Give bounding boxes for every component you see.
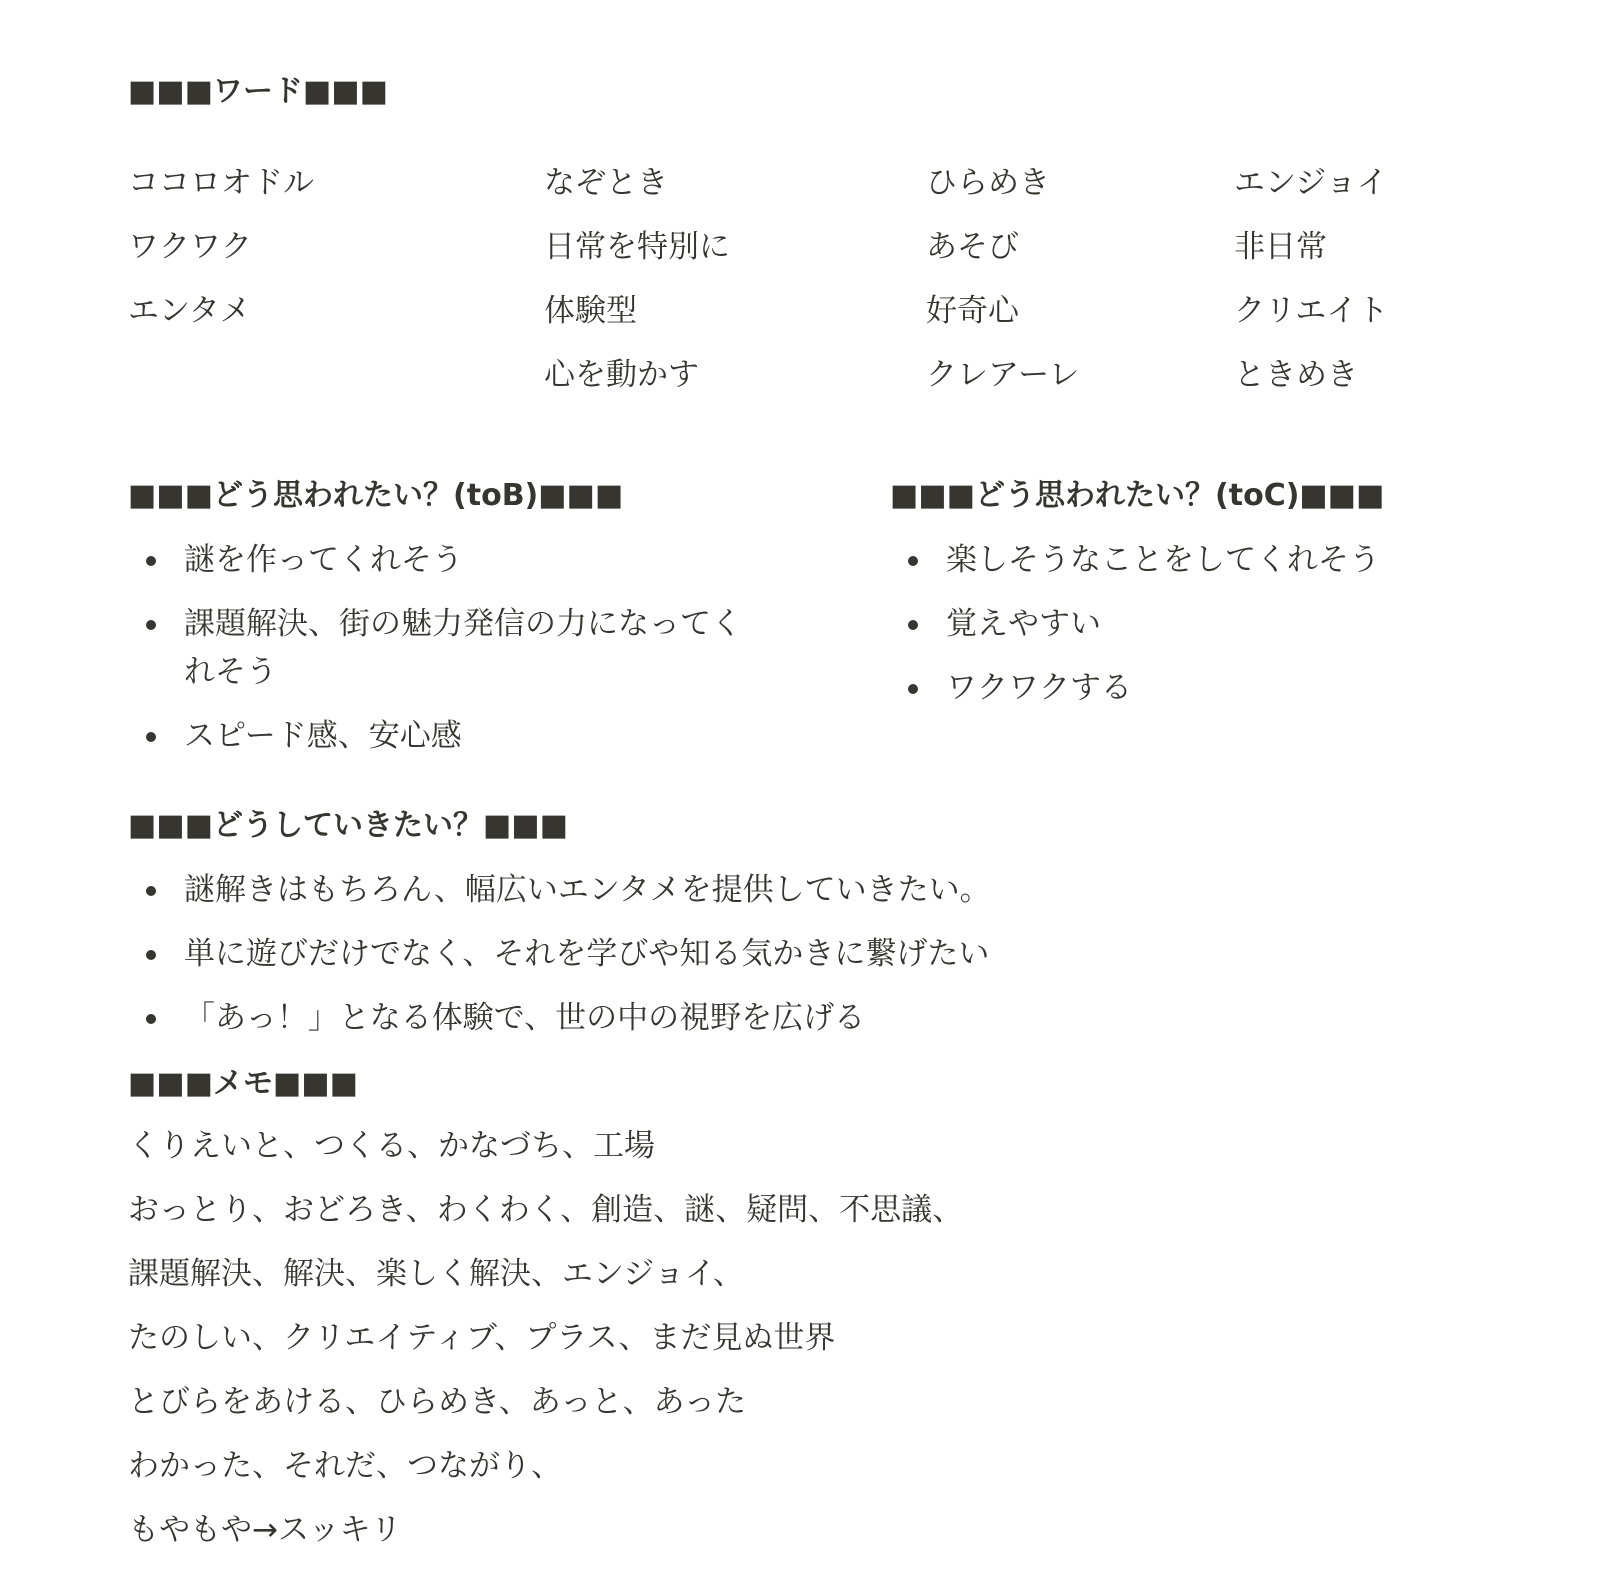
tob-heading: ■■■どう思われたい？(toB)■■■: [128, 478, 624, 513]
memo-line: たのしい、クリエイティブ、プラス、まだ見ぬ世界: [128, 1320, 836, 1356]
keyword: 心を動かす: [544, 357, 699, 393]
memo-line: 課題解決、解決、楽しく解決、エンジョイ、: [128, 1256, 744, 1292]
keyword: 日常を特別に: [544, 229, 730, 265]
keyword: エンジョイ: [1234, 165, 1388, 201]
goals-list: [128, 866, 1528, 1058]
list-item: 楽しそうなことをしてくれそう: [890, 536, 1570, 584]
list-item: 謎を作ってくれそう: [128, 536, 768, 584]
list-item: 謎解きはもちろん、幅広いエンタメを提供していきたい。: [128, 866, 1528, 914]
list-item: スピード感、安心感: [128, 712, 768, 760]
bullet-icon: [908, 684, 918, 694]
memo-heading: ■■■メモ■■■: [128, 1066, 359, 1101]
bullet-icon: [146, 620, 156, 630]
list-item: 覚えやすい: [890, 600, 1570, 648]
keyword-column-4: [1234, 163, 1388, 419]
memo-line: わかった、それだ、つながり、: [128, 1448, 562, 1484]
bullet-icon: [146, 950, 156, 960]
keyword: ひらめき: [926, 165, 1050, 201]
bullet-icon: [908, 620, 918, 630]
goals-heading: ■■■どうしていきたい？■■■: [128, 808, 569, 843]
keyword: クリエイト: [1234, 293, 1389, 329]
list-item: 課題解決、街の魅力発信の力になってくれそう: [128, 600, 768, 696]
list-item: 単に遊びだけでなく、それを学びや知る気かきに繋げたい: [128, 930, 1528, 978]
keyword-column-1: [128, 163, 314, 355]
memo-lines: [128, 1126, 963, 1574]
bullet-icon: [146, 732, 156, 742]
keyword: ワクワク: [128, 229, 252, 265]
tob-list: [128, 536, 768, 776]
keyword: ときめき: [1234, 357, 1358, 393]
keyword: なぞとき: [544, 165, 668, 201]
memo-line: もやもや→スッキリ: [128, 1512, 402, 1548]
memo-line: くりえいと、つくる、かなづち、工場: [128, 1128, 655, 1164]
keyword: エンタメ: [128, 293, 251, 329]
toc-heading: ■■■どう思われたい？(toC)■■■: [890, 478, 1385, 513]
toc-list: [890, 536, 1570, 728]
keyword: ココロオドル: [128, 165, 314, 201]
bullet-icon: [146, 1014, 156, 1024]
bullet-icon: [146, 886, 156, 896]
keyword: 体験型: [544, 293, 637, 329]
keyword-column-2: [544, 163, 730, 419]
keyword: 非日常: [1234, 229, 1327, 265]
keyword-column-3: [926, 163, 1079, 419]
keyword: クレアーレ: [926, 357, 1080, 393]
keyword: あそび: [926, 229, 1019, 265]
keyword: 好奇心: [926, 293, 1019, 329]
bullet-icon: [908, 556, 918, 566]
memo-line: とびらをあける、ひらめき、あっと、あった: [128, 1384, 747, 1420]
list-item: ワクワクする: [890, 664, 1570, 712]
list-item: 「あっ！」となる体験で、世の中の視野を広げる: [128, 994, 1528, 1042]
memo-line: おっとり、おどろき、わくわく、創造、謎、疑問、不思議、: [128, 1192, 964, 1228]
keywords-heading: ■■■ワード■■■: [128, 74, 389, 109]
bullet-icon: [146, 556, 156, 566]
